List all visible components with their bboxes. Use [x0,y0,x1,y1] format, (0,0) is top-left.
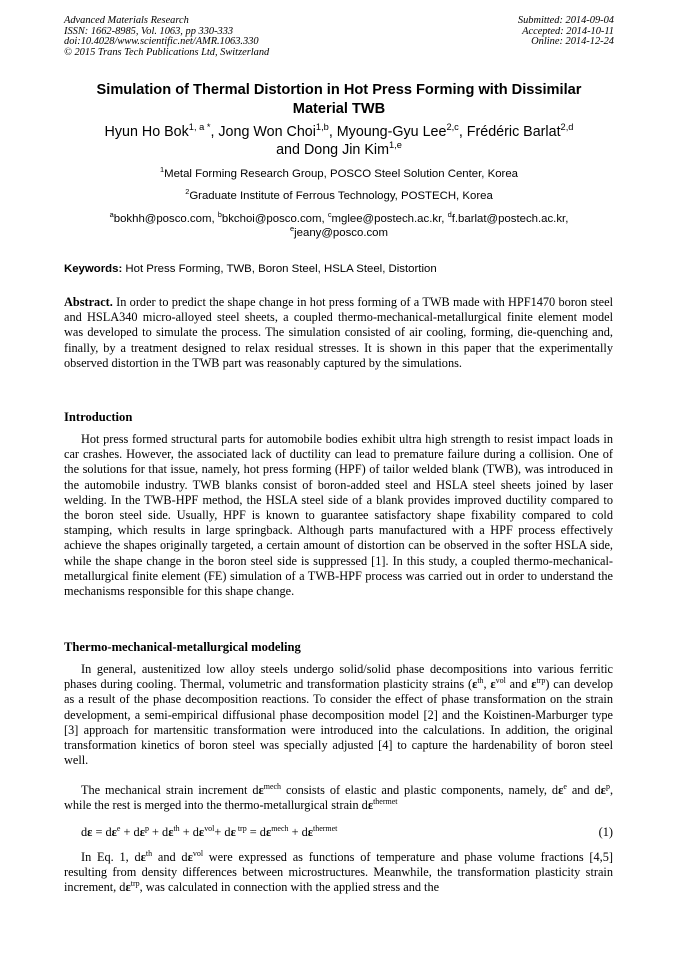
email-sup: b [217,210,222,220]
affiliation-1 [48,165,630,181]
author-and: and [276,142,300,158]
journal-doi: doi:10.4028/www.scientific.net/AMR.1063.330 [64,36,259,48]
author-sup: 2,c [446,122,459,133]
paragraph-text: , while the rest is merged into the thermo-metallurgical strain d [64,783,614,813]
paragraph-text: were expressed as functions of temperature and phase volume fractions [4,5] resulting from density differences between microstructures. Meanwhile, the transformation plasticity strain increment, d [64,850,613,895]
journal-name: Advanced Materials Research [64,15,189,26]
submitted-date: Submitted: 2014-09-04 [517,15,614,26]
equation-1 [81,825,613,840]
paragraph-text: and d [571,783,601,797]
journal-header [64,16,269,58]
paragraph-text: In Eq. 1, d [81,850,141,864]
affiliation-text: Metal Forming Research Group, POSCO Steel Solution Center, Korea [164,168,519,180]
author-name: Hyun Ho Bok [104,124,189,140]
abstract-text: In order to predict the shape change in hot press forming of a TWB made with HPF1470 boron steel and HSLA340 micro-alloyed steel sheets, a coupled thermo-mechanical-metallurgical finite element model was developed to simulate the process. The simulation consisted of air cooling, forming, die-quenching and, finally, by a treatment designed to relax residual stresses. It is shown in this paper that the experimentally observed distortion in the TWB part was reasonably captured by the simulations. [64,295,613,370]
affiliation-2 [48,187,630,203]
affiliation-sup: 2 [185,187,190,197]
affiliation-text: Graduate Institute of Ferrous Technology, POSTECH, Korea [189,190,493,202]
keywords-label: Keywords: [64,263,123,275]
author-name: Myoung-Gyu Lee [336,124,447,140]
accepted-date: Accepted: 2014-10-11 [522,25,614,37]
affiliation-sup: 1 [159,165,165,175]
keywords-text: Hot Press Forming, TWB, Boron Steel, HSLA Steel, Distortion [125,263,437,275]
intro-paragraph: Hot press formed structural parts for automobile bodies exhibit ultra high strength to resist impact loads in car crashes. However, the associated lack of ductility can lead to premature failure during a collision. One of the solutions for that issue, namely, hot press forming (HPF) of tailor welded blank (TWB), was introduced in the automobile industry. TWB blanks consist of boron-added steel and HSLA steel sheets joined by laser welding. In the TWB-HPF method, the HSLA steel side of a blank provides improved ductility compared to the boron steel side. Usually, HPF is known to guarantee satisfactory shape fixability compared to cold stamping, which results in large springback. Although parts manufactured with a HPF process effectively achieve the shapes originally targeted, a certain amount of distortion can be observed in the softer HSLA side, while the shape change in the boron steel side is suppressed [1]. In this study, a coupled thermo-mechanical-metallurgical finite element (FE) simulation of a TWB-HPF process was carried out in order to understand the mechanisms responsible for this shape change. [64,432,613,599]
author-sup: 1,e [388,140,402,151]
author-list: Hyun Ho Bok$^{1, a *}$, Jong Won Choi$^{1,b}$, Myoung-Gyu Lee$^{2,c}$, Frédéric Barlat$^{2,d}$ and Dong Jin Kim$^{1,e}$ [104,122,574,158]
equation-number: (1) [598,825,613,839]
author-name: Dong Jin Kim [303,142,389,158]
paper-title [48,81,630,119]
email[interactable]: mglee@postech.ac.kr [331,213,442,225]
paragraph-text: In general, austenitized low alloy steels undergo solid/solid phase decompositions into various ferritic phases during cooling. Thermal, volumetric and transformation plasticity strains ( [64,662,613,692]
author-sup: 2,d [560,122,574,133]
online-date: Online: 2014-12-24 [531,36,614,48]
modeling-paragraph-3: In Eq. 1, $d\varepsilon^{th}$ and $d\varepsilon^{vol}$ were expressed as functions of temperature and phase volume fractions [4,5] resulting from density differences between microstructures. Meanwhile, the transformation plasticity strain increment, $d\varepsilon^{trp}$, was calculated in connection with the applied stress and the [64,848,613,895]
paragraph-text: ) can develop as a result of the phase decomposition reactions. To consider the effect of phase transformation on the strain development, a semi-empirical diffusional phase decomposition model [2] and the Koistinen-Marburger type [3] approach for martensitic transformation were introduced into the calculations. In addition, the original transformation kinetics of boron steel was specially adjusted [4] to capture the hardenability of boron steel well. [64,677,613,768]
paragraph-text: , was calculated in connection with the applied stress and the [139,880,440,895]
email-sup: d [447,210,452,220]
author-sup: 1,b [315,122,329,133]
author-name: Frédéric Barlat [466,124,561,140]
paragraph-text: consists of elastic and plastic components, namely, d [285,783,559,797]
paragraph-text: and [509,677,528,692]
title-line-2: Material TWB [292,101,386,117]
email-sup: c [327,210,332,220]
email[interactable]: bkchoi@posco.com [221,213,322,225]
intro-heading: Introduction [64,410,133,424]
equation-body: $d\varepsilon = d\varepsilon^e + d\varepsilon^p + d\varepsilon^{th} + d\varepsilon^{vol}+ d\varepsilon$ $^{trp} = d\varepsilon^{mech} + d\varepsilon^{thermet}$ [81,823,338,839]
paragraph-text: and d [157,850,188,864]
email[interactable]: bokhh@posco.com [113,213,212,225]
modeling-heading: Thermo-mechanical-metallurgical modeling [64,640,301,654]
dates-header [518,16,614,48]
abstract [64,295,613,371]
modeling-paragraph-2: The mechanical strain increment $d\varepsilon^{mech}$ consists of elastic and plastic components, namely, $d\varepsilon^e$ and $d\varepsilon^p$, while the rest is merged into the thermo-metallurgical strain $d\varepsilon^{thermet}$ [64,781,614,813]
email-sup: a [109,210,114,220]
email[interactable]: f.barlat@postech.ac.kr [451,213,566,225]
author-name: Jong Won Choi [218,124,316,140]
keywords [64,262,624,276]
modeling-paragraph-1: In general, austenitized low alloy steels undergo solid/solid phase decompositions into various ferritic phases during cooling. Thermal, volumetric and transformation plasticity strains ($\varepsilon^{th}$, $\varepsilon^{vol}$ and $\varepsilon^{trp}$) can develop as a result of the phase decomposition reactions. To consider the effect of phase transformation on the strain development, a semi-empirical diffusional phase decomposition model [2] and the Koistinen-Marburger type [3] approach for martensitic transformation were introduced into the calculations. In addition, the original transformation kinetics of boron steel was specially adjusted [4] to capture the hardenability of boron steel well. [64,662,613,768]
author-sup: 1, a * [188,122,211,133]
copyright: © 2015 Trans Tech Publications Ltd, Switzerland [64,46,270,58]
journal-issn: ISSN: 1662-8985, Vol. 1063, pp 330-333 [64,25,234,37]
author-emails: $^a$bokhh@posco.com, $^b$bkchoi@posco.com, $^c$mglee@postech.ac.kr, $^d$f.barlat@postech.ac.kr, $^e$jeany@posco.com [109,210,569,239]
title-line-1: Simulation of Thermal Distortion in Hot Press Forming with Dissimilar [96,82,582,98]
email-sup: e [290,224,295,234]
abstract-label: Abstract. [64,295,113,309]
email[interactable]: jeany@posco.com [294,227,388,239]
paragraph-text: The mechanical strain increment d [81,783,259,797]
